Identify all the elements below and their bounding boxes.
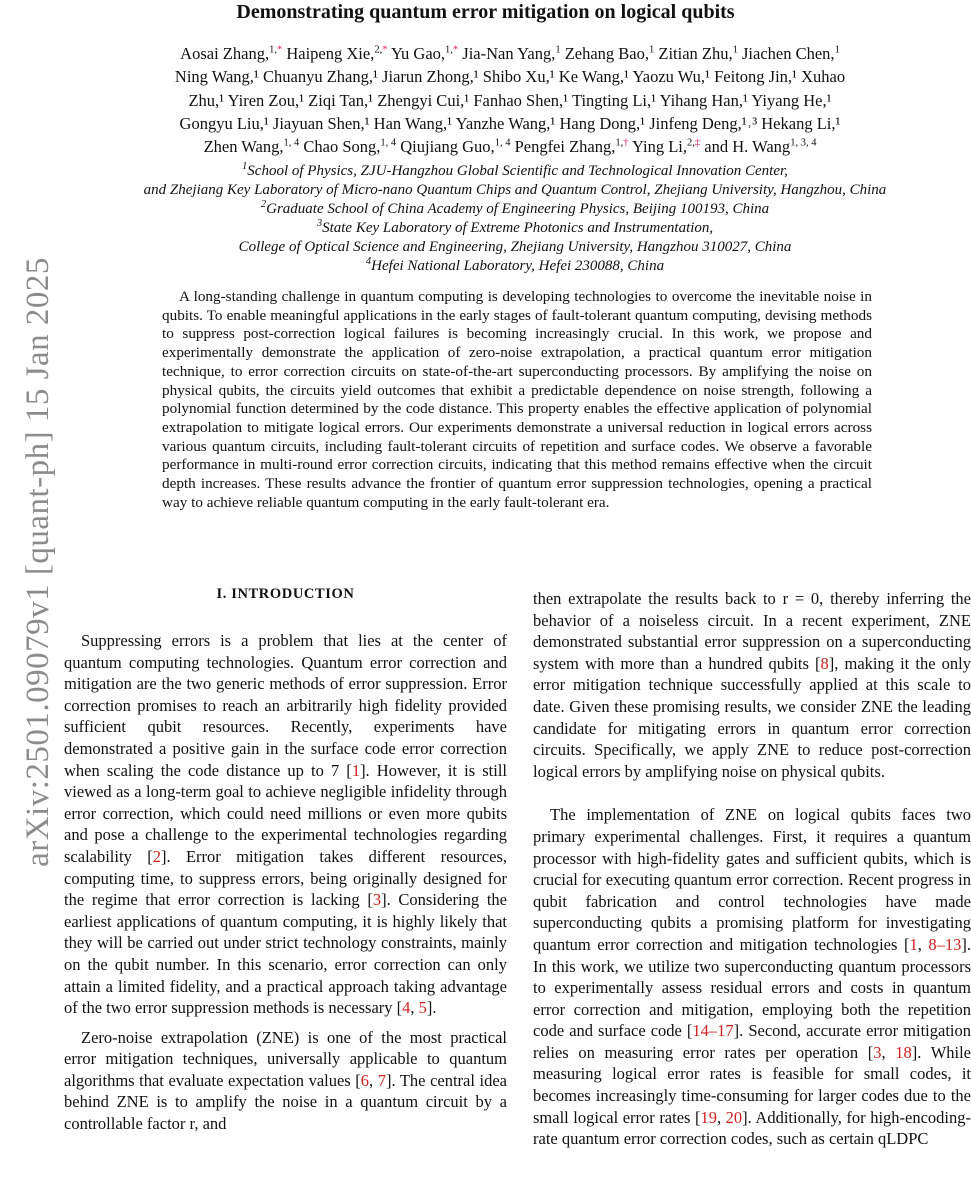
author-line-5: Zhen Wang,$^{1, 4}$ Chao Song,$^{1, 4}$ Qiujiang Guo,$^{1, 4}$ Pengfei Zhang,$^{1,\dagger}$ Ying Li,$^{2,\ddagger}$ and H. Wang$^{1, 3, 4}$ (203, 137, 817, 157)
intro-paragraph-2: Zero-noise extrapolation (ZNE) is one of the most practical error mitigation techniques, universally applicable to quantum algorithms that evaluate expectation values [6, 7]. The central idea behind ZNE is to amplify the noise in a quantum circuit by a controllable factor r, and (64, 1027, 507, 1134)
author: Ying Li, (632, 137, 688, 157)
author: Qiujiang Guo, (400, 137, 495, 157)
author-line-1: Aosai Zhang,$^{1,*}$ Haipeng Xie,$^{2,*}$ Yu Gao,$^{1,*}$ Jia-Nan Yang,$^1$ Zehang Bao,$^1$ Zitian Zhu,$^1$ Jiachen Chen,$^1$ (180, 44, 840, 63)
citation-link[interactable]: 20 (725, 1107, 743, 1127)
citation-link[interactable]: 7 (377, 1070, 386, 1090)
citation-link[interactable]: 3 (873, 1042, 882, 1062)
affiliation-list (60, 162, 970, 277)
citation-link[interactable]: 2 (152, 846, 161, 866)
author: and H. Wang (704, 137, 791, 157)
equal-contribution-mark: * (382, 44, 388, 56)
author: Haipeng Xie, (286, 44, 375, 63)
affiliation-line: $^4$Hefei National Laboratory, Hefei 230088, China (365, 256, 665, 275)
affiliation-line: $^3$State Key Laboratory of Extreme Photonics and Instrumentation, (316, 218, 714, 237)
author: Aosai Zhang, (180, 44, 270, 63)
citation-link[interactable]: 5 (418, 998, 427, 1018)
citation-link[interactable]: 1 (351, 760, 361, 780)
paper-title: Demonstrating quantum error mitigation on logical qubits (236, 1, 735, 23)
author: Zehang Bao, (564, 44, 650, 63)
arxiv-identifier-stamp: arXiv:2501.09079v1 [quant-ph] 15 Jan 2025 (20, 257, 56, 867)
equal-contribution-mark: * (276, 44, 283, 56)
author: Pengfei Zhang, (514, 137, 616, 157)
affiliation-line: $^1$School of Physics, ZJU-Hangzhou Global Scientific and Technological Innovation Center, (242, 161, 788, 179)
citation-link[interactable]: 4 (402, 998, 411, 1018)
author-line-4: Gongyu Liu,¹ Jiayuan Shen,¹ Han Wang,¹ Yanzhe Wang,¹ Hang Dong,¹ Jinfeng Deng,¹˒³ Hekang Li,¹ (179, 113, 841, 133)
author: Zhen Wang, (203, 137, 284, 157)
intro-paragraph-1: Suppressing errors is a problem that lies at the center of quantum computing technologies. Quantum error correction and mitigation are the two generic methods of error suppression. Error correction promises to reach an arbitrarily high fidelity provided sufficient qubit resources. Recently, experiments have demonstrated a positive gain in the surface code error correction when scaling the code distance up to 7 [1]. However, it is still viewed as a long-term goal to achieve negligible infidelity through error correction, which could need millions or even more qubits and pose a challenge to the experimental technologies regarding scalability [2]. Error mitigation takes different resources, computing time, to suppress errors, being originally designed for the regime that error correction is lacking [3]. Considering the earliest applications of quantum computing, it is highly likely that they will be carried out under strict technology constraints, mainly on the qubit number. In this scenario, error correction can only attain a limited fidelity, and a practical approach taking advantage of the two error suppression methods is necessary [4, 5]. (64, 631, 507, 1018)
corresponding-author-mark[interactable]: † (623, 137, 629, 149)
affiliation-line: and Zhejiang Key Laboratory of Micro-nano Quantum Chips and Quantum Control, Zhejiang University, Hangzhou, China (143, 182, 887, 199)
affiliation-line: College of Optical Science and Engineering, Zhejiang University, Hangzhou 310027, China (238, 239, 792, 256)
citation-link[interactable]: 3 (372, 890, 382, 910)
author-line-2: Ning Wang,¹ Chuanyu Zhang,¹ Jiarun Zhong,¹ Shibo Xu,¹ Ke Wang,¹ Yaozu Wu,¹ Feitong Jin,¹ Xuhao (174, 67, 846, 87)
corresponding-author-mark[interactable]: ‡ (694, 137, 701, 149)
affiliation-line: $^2$Graduate School of China Academy of Engineering Physics, Beijing 100193, China (260, 199, 770, 218)
author: Chao Song, (303, 137, 381, 157)
intro-paragraph-2-continued: then extrapolate the results back to r = 0, thereby inferring the behavior of a noiseless circuit. In a recent experiment, ZNE demonstrated substantial error suppression on a superconducting system with more than a hundred qubits [8], making it the only error mitigation technique successfully applied at this scale to date. Given these promising results, we consider ZNE the leading candidate for mitigating errors in quantum error correction circuits. Specifically, we apply ZNE to reduce post-correction logical errors by amplifying noise on physical qubits. (533, 589, 971, 781)
citation-link[interactable]: 18 (895, 1042, 912, 1062)
citation-link[interactable]: 1 (909, 934, 918, 954)
author: Zitian Zhu, (658, 44, 733, 63)
abstract: A long-standing challenge in quantum computing is developing technologies to overcome the inevitable noise in qubits. To enable meaningful applications in the early stages of fault-tolerant quantum computing, devising methods to suppress post-correction logical failures is becoming increasingly crucial. In this work, we propose and experimentally demonstrate the application of zero-noise extrapolation, a practical quantum error mitigation technique, to error correction circuits on state-of-the-art superconducting processors. By amplifying the noise on physical qubits, the circuits yield outcomes that exhibit a predictable dependence on noise strength, following a polynomial function determined by the code distance. This property enables the effective application of polynomial extrapolation to mitigate logical errors. Our experiments demonstrate a universal reduction in logical errors across various quantum circuits, including fault-tolerant circuits of repetition and surface codes. We observe a favorable performance in multi-round error correction circuits, indicating that this method remains effective when the circuit depth increases. These results advance the frontier of quantum error suppression technologies, opening a practical way to achieve reliable quantum computing in the early fault-tolerant era. (162, 288, 872, 511)
citation-link[interactable]: 8 (820, 653, 829, 673)
citation-link[interactable]: 8–13 (928, 934, 962, 954)
citation-link[interactable]: 14–17 (692, 1021, 734, 1041)
citation-link[interactable]: 19 (700, 1107, 717, 1127)
section-heading-introduction: I. INTRODUCTION (216, 586, 355, 602)
equal-contribution-mark: * (452, 44, 459, 56)
left-column (64, 580, 507, 1135)
intro-paragraph-3: The implementation of ZNE on logical qubits faces two primary experimental challenges. First, it requires a quantum processor with high-fidelity gates and sufficient qubits, which is crucial for executing quantum error correction. Recent progress in qubit fabrication and control technologies have made superconducting qubits a promising platform for investigating quantum error correction and mitigation technologies [1, 8–13]. In this work, we utilize two superconducting quantum processors to experimentally assess residual errors and costs in quantum error correction and mitigation, employing both the repetition code and surface code [14–17]. Second, accurate error mitigation relies on measuring error rates per operation [3, 18]. While measuring logical error rates is feasible for small codes, it becomes increasingly time-consuming for larger codes due to the small logical error rates [19, 20]. Additionally, for high-encoding-rate quantum error correction codes, such as certain qLDPC (533, 805, 971, 1149)
author-line-3: Zhu,¹ Yiren Zou,¹ Ziqi Tan,¹ Zhengyi Cui,¹ Fanhao Shen,¹ Tingting Li,¹ Yihang Han,¹ Yiyang He,¹ (188, 90, 832, 110)
citation-link[interactable]: 6 (360, 1070, 370, 1090)
author: Jiachen Chen, (742, 44, 835, 63)
author: Yu Gao, (390, 44, 446, 63)
author: Jia-Nan Yang, (462, 44, 556, 63)
right-column (533, 588, 971, 1150)
author-list (80, 42, 940, 158)
